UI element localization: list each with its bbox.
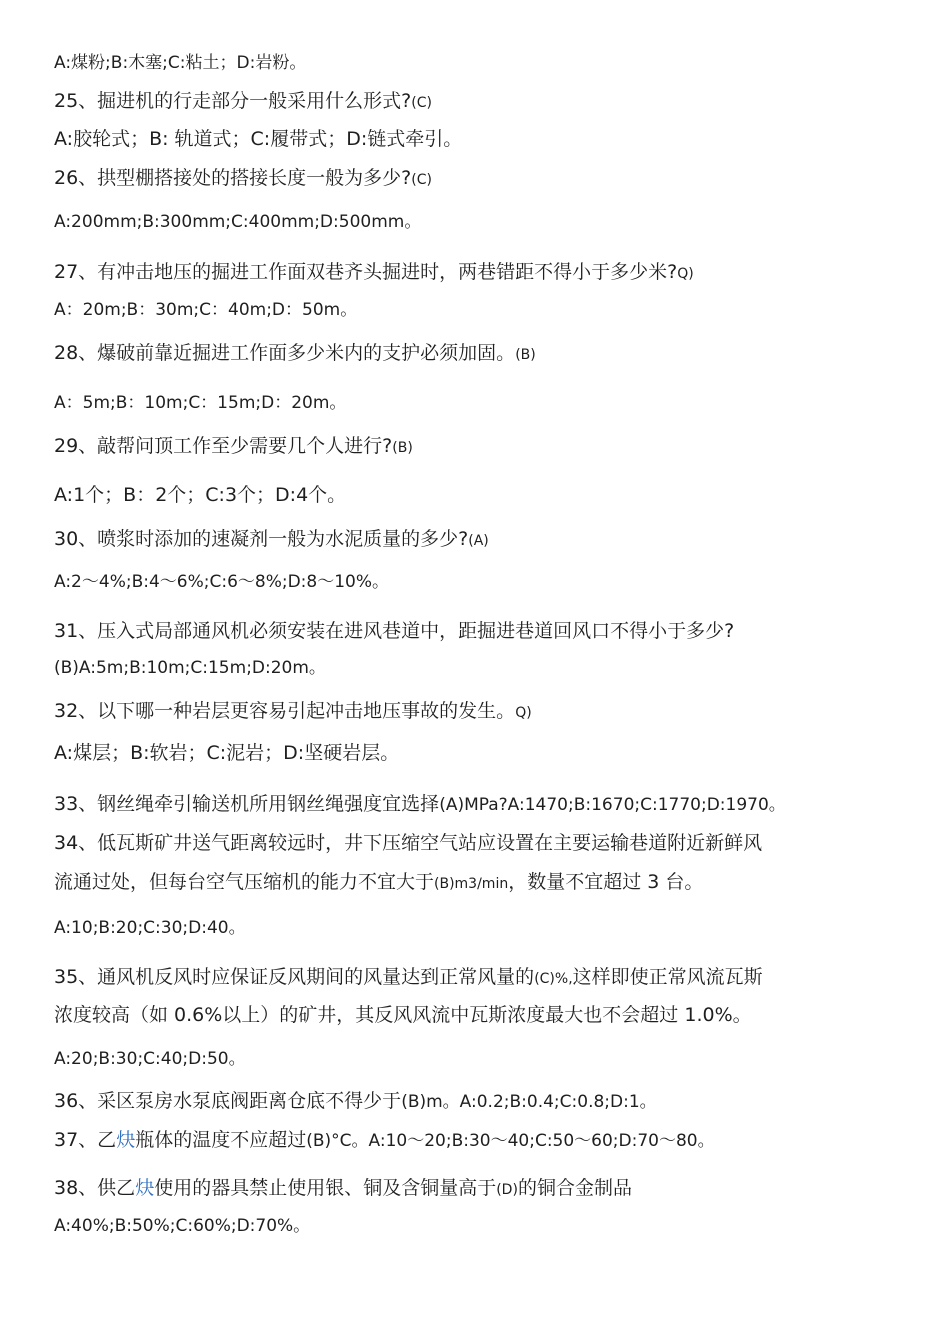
option-line-27: A：20m;B：30m;C：40m;D：50m。 <box>54 300 358 320</box>
question-34-line-2: 流通过处，但每台空气压缩机的能力不宜大于(B)m3/min，数量不宜超过 3 台。 <box>54 871 704 893</box>
answer-38: (D) <box>496 1182 518 1198</box>
question-28: 28、爆破前靠近掘进工作面多少米内的支护必须加固。(B) <box>54 342 536 364</box>
answer-34: (B)m3/min <box>434 876 509 892</box>
answer-30: (A) <box>468 533 489 549</box>
option-line-31: (B)A:5m;B:10m;C:15m;D:20m。 <box>54 658 326 678</box>
question-30: 30、喷浆时添加的速凝剂一般为水泥质量的多少?(A) <box>54 528 489 550</box>
option-line-35: A:20;B:30;C:40;D:50。 <box>54 1049 246 1069</box>
answer-26: (C) <box>411 172 432 188</box>
question-29: 29、敲帮问顶工作至少需要几个人进行?(B) <box>54 435 413 457</box>
answer-35: (C)%, <box>534 971 573 987</box>
question-34-line-1: 34、低瓦斯矿井送气距离较远时，井下压缩空气站应设置在主要运输巷道附近新鲜风 <box>54 832 763 854</box>
option-line-29: A:1个；B：2个；C:3个；D:4个。 <box>54 484 347 506</box>
question-35-line-2: 浓度较高（如 0.6%以上）的矿井，其反风风流中瓦斯浓度最大也不会超过 1.0%。 <box>54 1004 752 1026</box>
option-line-26: A:200mm;B:300mm;C:400mm;D:500mm。 <box>54 212 422 232</box>
answer-36: (B)m。A:0.2;B:0.4;C:0.8;D:1。 <box>401 1092 657 1112</box>
question-31: 31、压入式局部通风机必须安装在进风巷道中，距掘进巷道回风口不得小于多少? <box>54 620 735 642</box>
option-line-34: A:10;B:20;C:30;D:40。 <box>54 918 246 938</box>
highlighted-char: 炔 <box>116 1129 136 1151</box>
question-32: 32、以下哪一种岩层更容易引起冲击地压事故的发生。Q) <box>54 700 532 722</box>
question-25: 25、掘进机的行走部分一般采用什么形式?(C) <box>54 90 432 112</box>
option-line-25: A:胶轮式；B: 轨道式；C:履带式；D:链式牵引。 <box>54 128 463 150</box>
highlighted-char: 炔 <box>135 1177 155 1199</box>
option-line-28: A：5m;B：10m;C：15m;D：20m。 <box>54 393 347 413</box>
question-35-line-1: 35、通风机反风时应保证反风期间的风量达到正常风量的(C)%,这样即使正常风流瓦斯 <box>54 966 763 988</box>
option-line-24: A:煤粉;B:木塞;C:粘土；D:岩粉。 <box>54 53 307 73</box>
answer-37: (B)°C。A:10〜20;B:30〜40;C:50〜60;D:70〜80。 <box>306 1131 715 1151</box>
question-33: 33、钢丝绳牵引输送机所用钢丝绳强度宜选择(A)MPa?A:1470;B:1670;C:1770;D:1970。 <box>54 793 786 815</box>
answer-28: (B) <box>515 347 536 363</box>
answer-25: (C) <box>411 95 432 111</box>
option-line-32: A:煤层；B:软岩；C:泥岩；D:坚硬岩层。 <box>54 742 400 764</box>
answer-29: (B) <box>392 440 413 456</box>
question-37: 37、乙炔瓶体的温度不应超过(B)°C。A:10〜20;B:30〜40;C:50〜60;D:70〜80。 <box>54 1129 715 1151</box>
option-line-30: A:2〜4%;B:4〜6%;C:6〜8%;D:8〜10%。 <box>54 572 390 592</box>
question-27: 27、有冲击地压的掘进工作面双巷齐头掘进时，两巷错距不得小于多少米?Q) <box>54 261 694 283</box>
question-26: 26、拱型棚搭接处的搭接长度一般为多少?(C) <box>54 167 432 189</box>
question-36: 36、采区泵房水泵底阀距离仓底不得少于(B)m。A:0.2;B:0.4;C:0.8;D:1。 <box>54 1090 657 1112</box>
answer-27: Q) <box>677 266 694 282</box>
answer-32: Q) <box>515 705 532 721</box>
question-38: 38、供乙炔使用的器具禁止使用银、铜及含铜量高于(D)的铜合金制品 <box>54 1177 632 1199</box>
option-line-38: A:40%;B:50%;C:60%;D:70%。 <box>54 1216 311 1236</box>
answer-33: (A)MPa?A:1470;B:1670;C:1770;D:1970。 <box>439 795 786 815</box>
